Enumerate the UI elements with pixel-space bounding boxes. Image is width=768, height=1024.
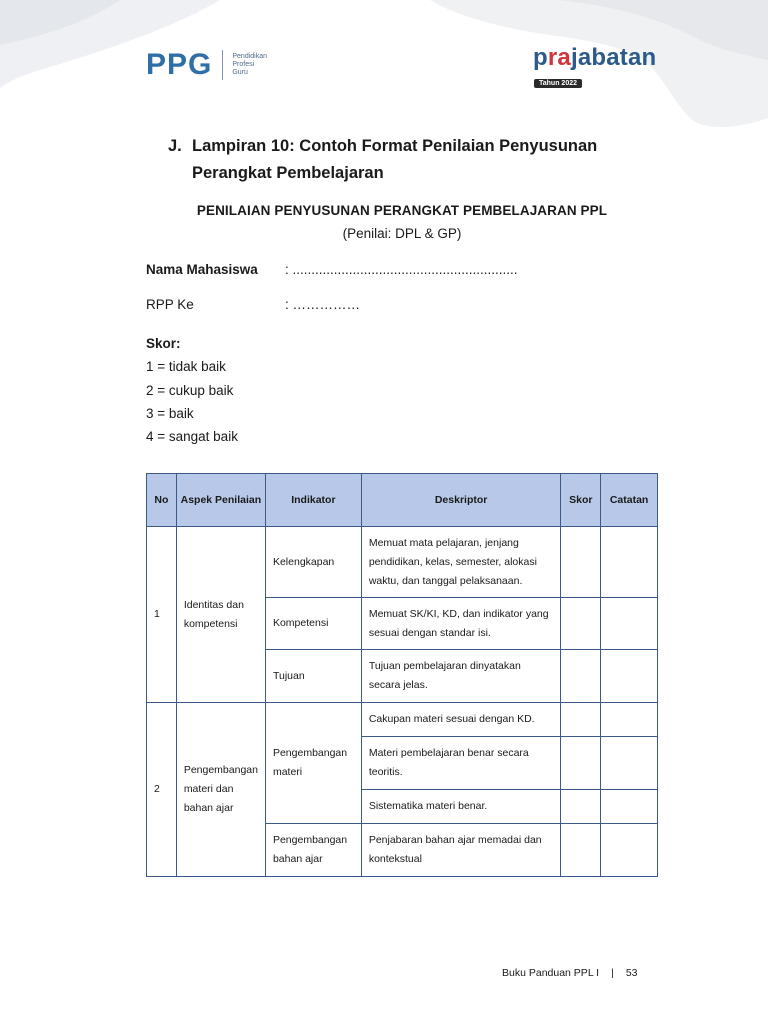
- note-cell[interactable]: [601, 527, 658, 598]
- ppg-logo-divider: [222, 50, 223, 80]
- header-indikator: Indikator: [265, 474, 361, 527]
- table-header-row: [147, 474, 658, 527]
- score-legend-title: Skor:: [146, 336, 181, 351]
- score-cell[interactable]: [561, 824, 601, 877]
- descriptor-cell: Tujuan pembelajaran dinyatakan secara jelas.: [361, 650, 561, 703]
- score-item: 1 = tidak baik: [146, 359, 226, 375]
- descriptor-cell: Memuat SK/KI, KD, dan indikator yang sesuai dengan standar isi.: [361, 598, 561, 650]
- ppg-logo-subtitle: Pendidikan Profesi Guru: [232, 53, 267, 76]
- indicator-cell: Kelengkapan: [265, 527, 361, 598]
- student-name-label: Nama Mahasiswa: [146, 262, 258, 277]
- table-row: [147, 703, 658, 737]
- score-cell[interactable]: [561, 790, 601, 824]
- descriptor-cell: Cakupan materi sesuai dengan KD.: [361, 703, 561, 737]
- header-skor: Skor: [561, 474, 601, 527]
- prajabatan-year-badge: Tahun 2022: [534, 79, 582, 88]
- note-cell[interactable]: [601, 824, 658, 877]
- rpp-field: [146, 297, 360, 312]
- page-number: 53: [625, 967, 638, 979]
- descriptor-cell: Memuat mata pelajaran, jenjang pendidikan, kelas, semester, alokasi waktu, dan tanggal pelaksanaan.: [361, 527, 561, 598]
- row-number: 1: [147, 527, 177, 703]
- note-cell[interactable]: [601, 790, 658, 824]
- rpp-value: : ……………: [285, 297, 361, 312]
- score-legend: [146, 332, 238, 448]
- section-letter: J.: [168, 137, 182, 155]
- section-title: Lampiran 10: Contoh Format Penilaian Penyusunan Perangkat Pembelajaran: [192, 137, 598, 182]
- form-title: PENILAIAN PENYUSUNAN PERANGKAT PEMBELAJARAN PPL: [196, 203, 608, 218]
- aspect-cell: Pengembangan materi dan bahan ajar: [176, 703, 265, 877]
- score-item: 3 = baik: [146, 405, 194, 421]
- ppg-logo: [146, 50, 267, 80]
- prajabatan-logo: [533, 44, 663, 90]
- score-cell[interactable]: [561, 650, 601, 703]
- score-item: 2 = cukup baik: [146, 382, 234, 398]
- descriptor-cell: Sistematika materi benar.: [361, 790, 561, 824]
- page-footer: [502, 967, 638, 979]
- table-row: [147, 527, 658, 598]
- score-cell[interactable]: [561, 527, 601, 598]
- score-cell[interactable]: [561, 703, 601, 737]
- assessment-table: [146, 473, 658, 877]
- indicator-cell: Pengembangan bahan ajar: [265, 824, 361, 877]
- score-item: 4 = sangat baik: [146, 429, 238, 445]
- student-name-value: : ............................................................: [285, 262, 518, 277]
- row-number: 2: [147, 703, 177, 877]
- indicator-cell: Kompetensi: [265, 598, 361, 650]
- note-cell[interactable]: [601, 737, 658, 790]
- descriptor-cell: Penjabaran bahan ajar memadai dan kontekstual: [361, 824, 561, 877]
- ppg-logo-text: PPG: [146, 48, 213, 81]
- header-catatan: Catatan: [601, 474, 658, 527]
- score-cell[interactable]: [561, 598, 601, 650]
- header-aspek: Aspek Penilaian: [176, 474, 265, 527]
- section-heading: [168, 133, 638, 187]
- header-no: No: [147, 474, 177, 527]
- student-name-field: [146, 262, 518, 277]
- indicator-cell: Tujuan: [265, 650, 361, 703]
- rpp-label: RPP Ke: [146, 297, 194, 312]
- score-cell[interactable]: [561, 737, 601, 790]
- footer-book-title: Buku Panduan PPL I: [502, 967, 600, 979]
- aspect-cell: Identitas dan kompetensi: [176, 527, 265, 703]
- footer-separator: |: [611, 967, 614, 979]
- header-deskriptor: Deskriptor: [361, 474, 561, 527]
- note-cell[interactable]: [601, 703, 658, 737]
- descriptor-cell: Materi pembelajaran benar secara teoritis.: [361, 737, 561, 790]
- prajabatan-logo-text: prajabatan: [533, 44, 657, 71]
- note-cell[interactable]: [601, 650, 658, 703]
- note-cell[interactable]: [601, 598, 658, 650]
- indicator-cell: Pengembangan materi: [265, 703, 361, 824]
- form-subtitle: (Penilai: DPL & GP): [342, 226, 462, 241]
